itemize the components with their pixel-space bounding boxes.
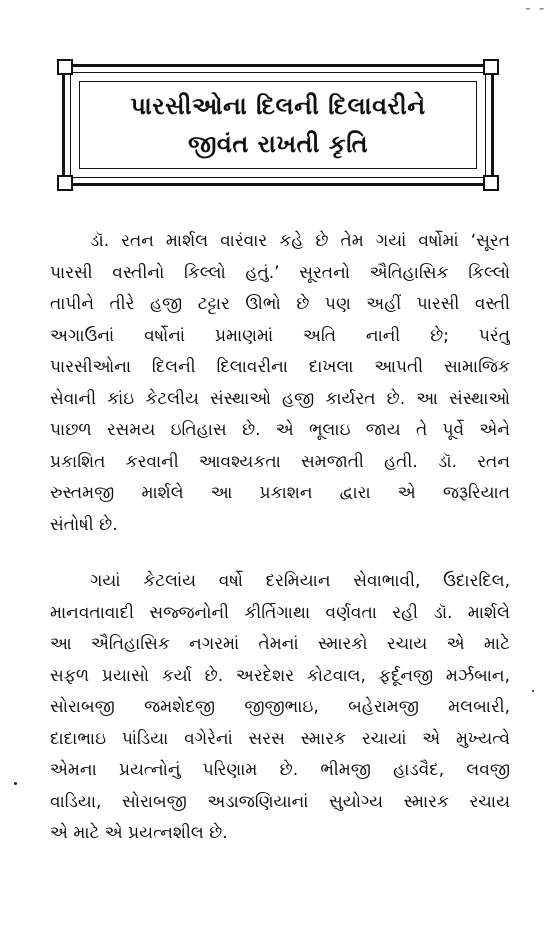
text-line: રુસ્તમજી માર્શલે આ પ્રકાશન દ્વારા એ જરૂરિયાત — [50, 483, 510, 503]
text-line: તાપીને તીરે હજી ટટ્ટાર ઊભો છે પણ અહીં પારસી વસ્તી — [50, 294, 510, 314]
article-body — [50, 226, 510, 850]
scan-speck — [14, 782, 17, 785]
text-line: પારસીઓના દિલની દિલાવરીના દાખલા આપતી સામાજિક — [50, 357, 510, 377]
text-line: સંતોષી છે. — [50, 514, 118, 535]
text-line: ગયાં કેટલાંય વર્ષો દરમિયાન સેવાભાવી, ઉદારદિલ, — [90, 571, 510, 591]
frame-corner — [57, 59, 73, 75]
text-line: પાછળ રસમય ઇતિહાસ છે. એ ભૂલાઇ જાય તે પૂર્વે એને — [50, 420, 510, 440]
frame-corner — [57, 175, 73, 191]
text-line: પ્રકાશિત કરવાની આવશ્યકતા સમજાતી હતી. ડૉ. રતન — [50, 451, 510, 472]
frame-corner — [483, 59, 499, 75]
title-frame — [62, 64, 494, 186]
text-line: સફળ પ્રયાસો કર્યા છે. અરદેશર કોટવાલ, ફર્દૂનજી મર્ઝબાન, — [50, 665, 510, 686]
frame-corner — [483, 175, 499, 191]
text-line: પારસી વસ્તીનો કિલ્લો હતું.’ સૂરતનો ઐતિહાસિક કિલ્લો — [50, 262, 510, 283]
text-line: માનવતાવાદી સજ્જનોની કીર્તિગાથા વર્ણવતા રહી ડૉ. માર્શલે — [50, 602, 510, 623]
text-line: સોરાબજી જમશેદજી જીજીભાઇ, બહેરામજી મલબારી, — [50, 697, 510, 717]
scan-mark: - - — [525, 1, 546, 17]
title-line-1: પારસીઓના દિલની દિલાવરીને — [130, 92, 426, 120]
paragraph-1 — [50, 226, 510, 541]
scan-speck — [532, 690, 534, 692]
title-line-2: જીવંત રાખતી કૃતિ — [187, 130, 369, 158]
paragraph-2 — [50, 566, 510, 850]
page-title — [79, 81, 477, 169]
text-line: દાદાભાઇ પાંડિયા વગેરેનાં સરસ સ્મારક રચાયાં એ મુખ્યત્વે — [50, 728, 510, 749]
text-line: સેવાની કાંઇ કેટલીય સંસ્થાઓ હજી કાર્યરત છે. આ સંસ્થાઓ — [50, 388, 510, 409]
text-line: એમના પ્રયત્નોનું પરિણામ છે. ભીમજી હાડવૈદ, લવજી — [50, 760, 510, 780]
text-line: ડૉ. રતન માર્શલ વારંવાર કહે છે તેમ ગયાં વર્ષોમાં ‘સૂરત — [90, 231, 510, 251]
text-line: એ માટે એ પ્રયત્નશીલ છે. — [50, 823, 228, 843]
text-line: અગાઉનાં વર્ષોનાં પ્રમાણમાં અતિ નાની છે; પરંતુ — [50, 325, 510, 346]
text-line: વાડિયા, સોરાબજી અડાજણિયાનાં સુયોગ્ય સ્મારક રચાય — [50, 791, 510, 812]
text-line: આ ઐતિહાસિક નગરમાં તેમનાં સ્મારકો રચાય એ માટે — [50, 634, 510, 654]
